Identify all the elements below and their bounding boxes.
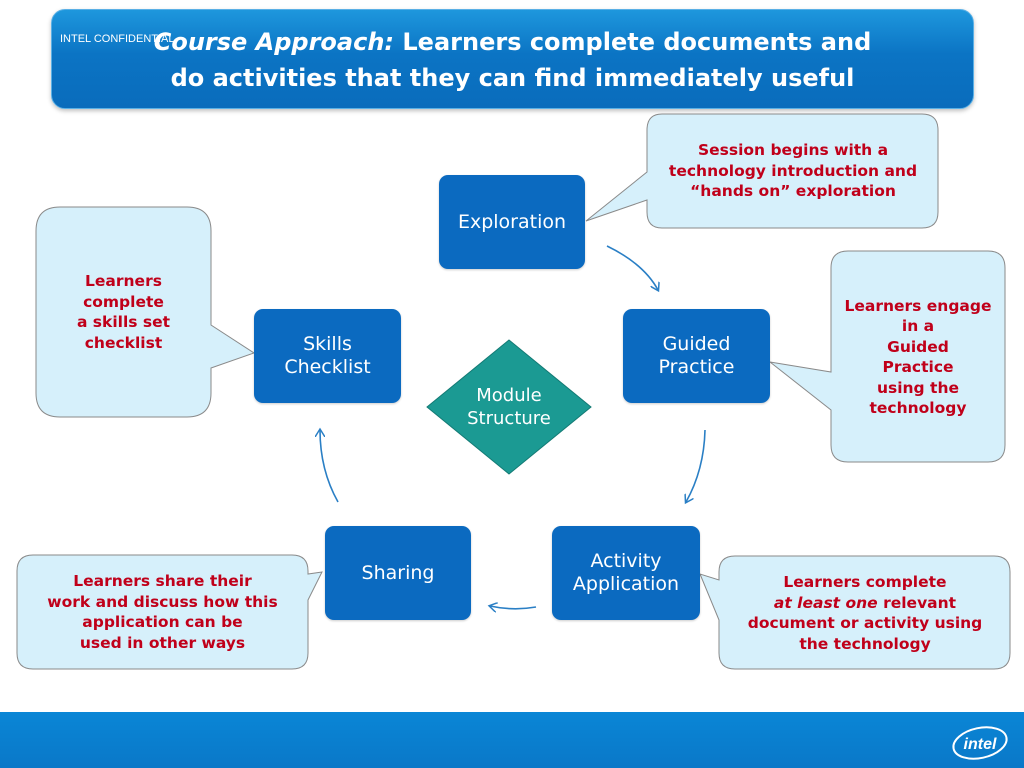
node-skills-checklist	[254, 309, 401, 403]
confidential-label: INTEL CONFIDENTIAL	[60, 33, 175, 45]
title-line-1-rest: Learners complete documents and	[402, 28, 872, 56]
callout-activity-line-2-rest: relevant	[877, 593, 957, 612]
callout-sharing-text	[19, 558, 306, 666]
node-sharing	[325, 526, 471, 620]
callout-guided-line-1: Learners engage	[844, 296, 992, 315]
callout-skills-line-2: complete	[83, 292, 164, 311]
callout-sharing-line-4: used in other ways	[79, 633, 246, 652]
callout-activity-line-1: Learners complete	[783, 573, 947, 591]
node-guided-label-1: Guided	[662, 333, 731, 355]
callout-activity-line-2	[748, 593, 983, 614]
node-activity-application	[552, 526, 700, 620]
arrow-sharing-to-skills	[320, 430, 338, 502]
node-skills-label-2: Checklist	[284, 356, 371, 378]
callout-guided-line-6: technology	[869, 399, 967, 417]
callout-guided-line-3: Guided	[887, 337, 949, 356]
node-skills-label-1: Skills	[303, 333, 352, 355]
callout-sharing-line-2: work and discuss how this	[47, 592, 278, 611]
module-structure-label	[427, 340, 591, 474]
node-activity-label-1: Activity	[590, 550, 662, 572]
intel-logo-text: intel	[963, 736, 997, 753]
callout-activity-line-4: the technology	[799, 634, 931, 653]
callout-sharing-line-3: application can be	[82, 613, 243, 631]
callout-skills-line-1: Learners	[85, 272, 162, 290]
node-guided-practice	[623, 309, 770, 403]
callout-skills-line-4: checklist	[84, 333, 163, 352]
callout-guided-line-4: Practice	[882, 358, 954, 376]
callout-skills-line-3: a skills set	[76, 313, 171, 331]
page-number: 9	[12, 33, 19, 45]
callout-exploration-line-1: Session begins with a	[697, 141, 889, 160]
callout-exploration-line-2: technology introduction and	[668, 161, 918, 180]
center-label-2: Structure	[467, 408, 551, 429]
callout-guided-text	[833, 254, 1003, 460]
node-exploration-label: Exploration	[457, 210, 567, 233]
arrow-guided-to-activity	[686, 430, 705, 502]
callout-guided-line-2: in a	[901, 317, 935, 335]
intel-logo	[950, 724, 1010, 762]
title-line-2: do activities that they can find immediately useful	[170, 64, 855, 92]
callout-guided-line-5: using the	[876, 378, 960, 397]
arrow-activity-to-sharing	[490, 606, 536, 609]
callout-exploration-text	[652, 130, 934, 212]
footer-bar	[0, 712, 1024, 768]
callout-activity-text	[722, 559, 1008, 667]
callout-activity-line-3: document or activity using	[747, 614, 983, 632]
node-sharing-label: Sharing	[361, 561, 435, 584]
center-label-1: Module	[476, 385, 542, 406]
callout-exploration-line-3: “hands on” exploration	[690, 182, 896, 201]
callout-sharing-line-1: Learners share their	[73, 572, 252, 590]
node-exploration	[439, 175, 585, 269]
node-activity-label-2: Application	[572, 573, 680, 595]
callout-activity-emphasis: at least one	[773, 593, 878, 612]
node-guided-label-2: Practice	[658, 356, 735, 378]
callout-skills-text	[38, 210, 209, 414]
arrow-exploration-to-guided	[607, 246, 658, 290]
title-italic: Course Approach:	[153, 28, 395, 56]
